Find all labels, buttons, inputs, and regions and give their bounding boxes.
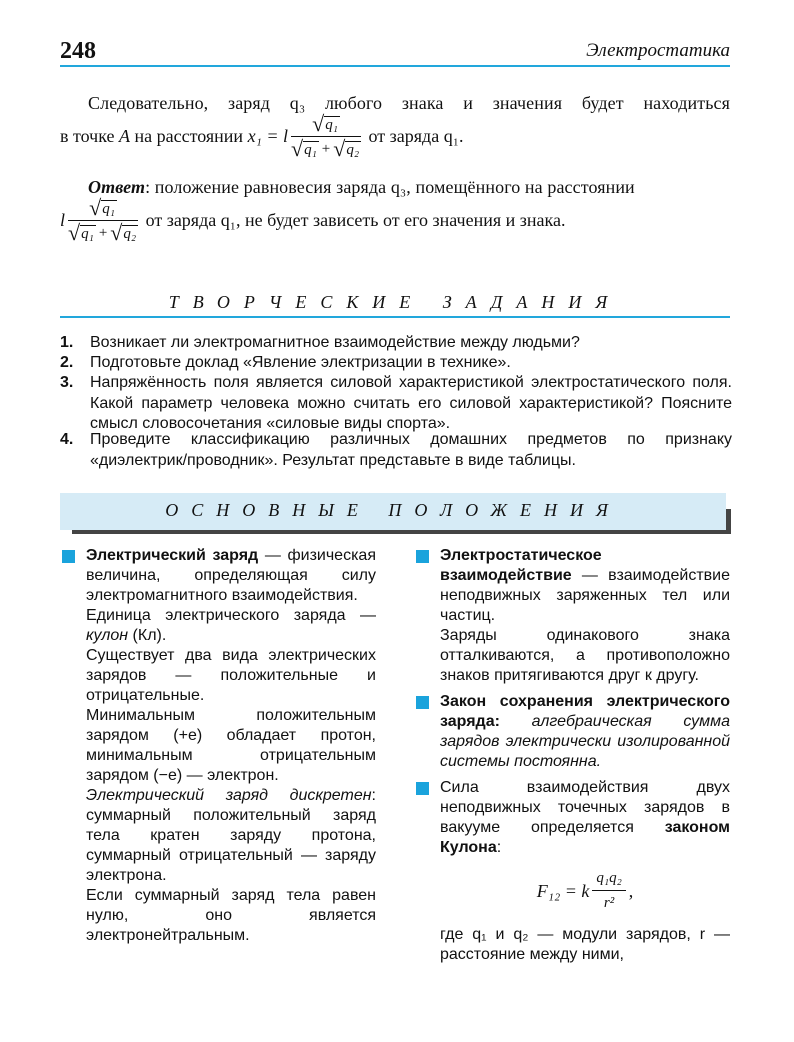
neutral-body: Если суммарный заряд тела равен нулю, оно является электронейтральным. [86,887,376,944]
minimal-charge: Минимальным положительным зарядом (+e) обладает протон, минимальным отрицательным зарядом (−e) — электрон. [86,707,376,784]
coulomb-law: Сила взаимодействия двух неподвижных точечных зарядов в вакууме определяется законом Кулона: [440,779,730,856]
coulomb-where: где q₁ и q₂ — модули зарядов, r — расстояние между ними, [440,926,730,963]
task-text: Возникает ли электромагнитное взаимодействие между людьми? [90,334,580,351]
coulomb-fraction: $\frac{\text{q₁q₂}}{\text{r²}}$ [592,868,625,913]
running-title: Электростатика [586,40,730,61]
task-item [60,373,732,435]
formula-x1: x₁ = l [247,126,288,146]
task-number: 1. [60,334,74,351]
creative-tasks-rule [60,316,730,318]
answer-line [88,176,730,199]
answer-text: : положение равновесия заряда q₃, помещённого на расстоянии [145,177,635,197]
charge-kinds: Существует два вида электрических зарядов — положительные и отрицательные. [86,647,376,704]
right-column-1 [440,546,730,686]
bullet-icon [416,550,429,563]
point-label: A [119,126,131,146]
bullet-icon [62,550,75,563]
answer-post: от заряда q₁, не будет зависеть от его значения и знака. [145,210,566,230]
conservation-law: Закон сохранения электрического заряда: алгебраическая сумма зарядов электрически изолированной системы постоянна. [440,693,730,770]
answer-l: l [60,210,66,230]
answer-line-2 [60,195,566,245]
task-item [60,353,732,374]
plus-sign: + [321,140,331,157]
distance-fraction: √ q₁ √ q₁ + √ q₂ [290,111,360,161]
bullet-icon [416,782,429,795]
task-number: 4. [60,431,74,448]
solution-line-1: Следовательно, заряд q₃ любого знака и значения будет находиться [88,93,730,113]
solution-line-2 [60,111,464,161]
answer-label: Ответ [88,177,146,197]
header-rule [60,65,730,67]
right-column-3 [440,778,730,965]
charge-discrete: Электрический заряд дискретен: суммарный положительный заряд тела кратен заряду протона, суммарный отрицательный — заряду электрона. [86,787,376,884]
bullet-icon [416,696,429,709]
main-points-heading: ОСНОВНЫЕ ПОЛОЖЕНИЯ [165,500,621,520]
creative-tasks-heading: ТВОРЧЕСКИЕ ЗАДАНИЯ [168,292,622,312]
frac-den-a: q₁ [304,142,317,158]
task-text: Подготовьте доклад «Явление электризации в технике». [90,354,511,371]
banner-shadow [72,530,731,534]
frac-numerator: q₁ [325,117,338,133]
task-item [60,430,732,471]
task-number: 2. [60,354,74,371]
frac-den-b: q₂ [346,142,360,158]
text-fragment: в точке [60,126,115,146]
charge-rule: Заряды одинакового знака отталкиваются, а противоположно знаков притягиваются друг к другу. [440,627,730,684]
text-fragment: на расстоянии [134,126,244,146]
electrostatic-interaction: Электростатическое взаимодействие — взаимодействие неподвижных заряженных тел или частиц. [440,547,730,624]
task-text: Напряжённость поля является силовой характеристикой электростатического поля. Какой параметр человека можно считать его силовой характеристикой? Поясните смысл словосочетания «силовые виды спорта». [90,374,732,432]
charge-definition: Электрический заряд — физическая величина, определяющая силу электромагнитного взаимодействия. [86,547,376,604]
text-fragment: от заряда q₁. [368,126,464,146]
task-item [60,333,732,354]
task-text: Проведите классификацию различных домашних предметов по признаку «диэлектрик/проводник». Результат представьте в виде таблицы. [90,431,732,469]
task-number: 3. [60,374,74,391]
page-number: 248 [60,38,96,64]
left-column [86,546,376,946]
charge-unit: Единица электрического заряда — кулон (Кл). [86,607,376,644]
right-column-2 [440,692,730,772]
answer-fraction: √ q₁ √ q₁ + √ q₂ [68,195,137,245]
coulomb-formula: F₁₂ = k $\frac{\text{q₁q₂}}{\text{r²}}$ , [536,870,634,911]
